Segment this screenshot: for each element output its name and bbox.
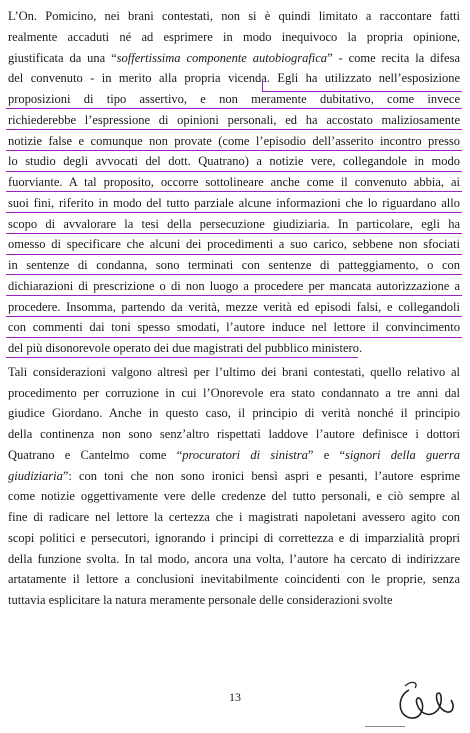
text-line: Tali considerazioni valgono altresì per l’ultimo dei brani contestati, quello relativo al [8,364,460,379]
highlight-underline [262,91,462,92]
text-line: L’On. Pomicino, nei brani contestati, non si è quindi limitato a raccontare fatti [8,9,460,23]
text-line: omesso di specificare che alcuni dei procedimenti a suo carico, sebbene non sfociati [8,237,460,252]
text-line: artatamente il lettore a conclusioni inevitabilmente coincidenti con le proprie, senza [8,572,460,587]
text-line: proposizioni di tipo assertivo, e non meramente dubitativo, come invece [8,92,460,106]
text-line: con commenti dai toni spesso smodati, l’autore induce nel lettore il convincimento [8,320,460,335]
highlight-underline [6,274,462,275]
text-line: procedere. Insomma, partendo da verità, mezze verità ed episodi falsi, e collegandoli [8,299,460,314]
text-line: notizie false e comunque non provate (come l’episodio dell’asserito incontro presso [8,133,460,148]
text-line: fuorviante. A tal proposito, occorre sottolineare anche come il convenuto abbia, ai [8,175,460,189]
text-line: giustificata da una “soffertissima componente autobiografica” - come recita la difesa [8,50,460,65]
text-line: giudice Giordano. Anche in questo caso, il principio di verità nonché il principio [8,406,460,421]
page-number: 13 [229,690,241,704]
highlight-bracket [262,79,263,91]
text-line: scopo di avvalorare la tesi della persecuzione giudiziaria. In particolare, egli ha [8,216,460,231]
text-line: fine di radicare nel lettore la certezza che i magistrati napoletani avessero agito con [8,510,460,524]
highlight-underline [6,212,462,213]
highlight-underline [6,191,462,192]
highlight-underline [6,108,462,109]
text-line: procedimento per corruzione in cui l’Onorevole era stato condannato a tre anni dal [8,385,460,400]
highlight-underline [6,129,462,130]
highlight-underline [6,254,462,255]
text-line: giudiziaria”: con toni che non sono ironici bensì aspri e pesanti, l’autore esprime [8,468,460,483]
highlight-underline [6,295,462,296]
highlight-underline [6,150,462,151]
highlight-underline [6,357,358,358]
text-line: del più disonorevole operato dei due magistrati del pubblico ministero. [8,341,363,355]
text-line: dichiarazioni di prescrizione o di non luogo a procedere per mancata autorizzazione a [8,278,460,293]
text-line: Quatrano e Cantelmo come “procuratori di sinistra” e “signori della guerra [8,447,460,462]
text-line: richiederebbe l’espressione di opinioni personali, ed ha accostato maliziosamente [8,112,460,127]
text-line: suoi fini, riferito in modo del tutto parziale alcune informazioni che lo riguardano allo [8,195,460,210]
text-line: lo studio degli avvocati del dott. Quatrano) a notizie vere, collegandole in modo [8,154,460,169]
handwritten-signature [395,676,459,726]
text-line: in sentenze di condanna, sono terminati con sentenze di patteggiamento, o con [8,258,460,272]
text-line: della funzione svolta. In tal modo, ancora una volta, l’autore ha cercato di indirizzare [8,551,460,566]
text-line: del convenuto - in merito alla propria vicenda. Egli ha utilizzato nell’esposizione [8,71,460,86]
text-line: tuttavia esplicitare la natura meramente personale delle considerazioni svolte [8,593,393,607]
text-line: scopi politici e persecutori, ignorando i principi di correttezza e di imparzialità propri [8,530,460,545]
bottom-rule [365,726,405,727]
text-line: della continenza non sono senz’altro rispettati laddove l’autore definisce i dottori [8,427,460,441]
highlight-underline [6,337,462,338]
highlight-underline [6,316,462,317]
text-line: come notizie oggettivamente vere delle credenze del tutto personali, e ciò sempre al [8,489,460,504]
text-line: realmente accaduti né ad esprimere in modo inequivoco la propria opinione, [8,29,460,44]
highlight-underline [6,171,462,172]
highlight-underline [6,233,462,234]
